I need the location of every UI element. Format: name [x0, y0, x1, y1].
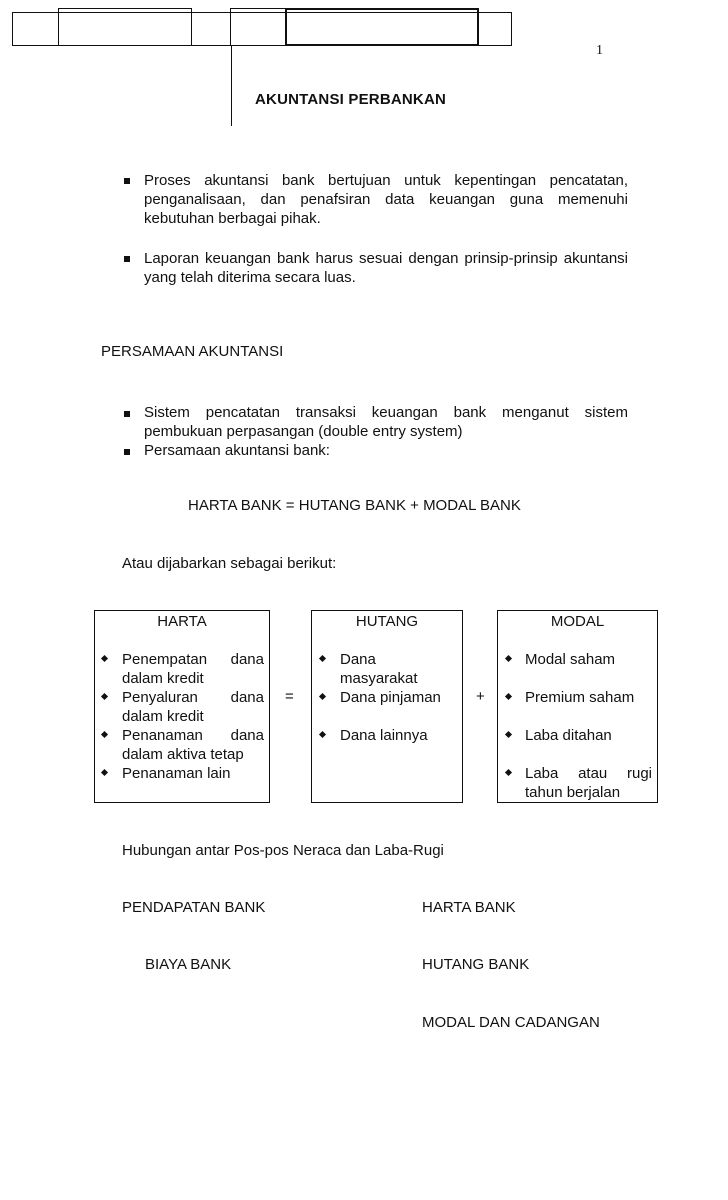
- hutang-item: Dana pinjaman: [340, 689, 441, 706]
- relation-heading: Hubungan antar Pos-pos Neraca dan Laba-Rugi: [122, 842, 444, 859]
- hutang-item: Dana lainnya: [340, 727, 428, 744]
- page-number: 1: [596, 43, 603, 58]
- list-item: Sistem pencatatan transaksi keuangan bank menganut sistem pembukuan perpasangan (double entry system): [144, 404, 628, 440]
- modal-header: MODAL: [550, 613, 605, 630]
- header-box-middle: [230, 8, 286, 46]
- harta-item: Penanaman dana: [122, 727, 264, 744]
- hutang-item-cont: masyarakat: [340, 670, 418, 687]
- modal-item: Laba ditahan: [525, 727, 612, 744]
- modal-item-cont: tahun berjalan: [525, 784, 621, 801]
- harta-item-cont: dalam kredit: [122, 670, 204, 687]
- plus-sign: +: [476, 688, 485, 705]
- square-bullet-icon: [124, 411, 130, 417]
- harta-item: Penanaman lain: [122, 765, 231, 782]
- header-divider-line: [231, 46, 232, 126]
- header-box-left: [58, 8, 192, 46]
- hutang-item: Dana: [340, 651, 376, 668]
- equals-sign: =: [285, 688, 294, 705]
- relation-right-item: MODAL DAN CADANGAN: [422, 1014, 600, 1031]
- list-item: Proses akuntansi bank bertujuan untuk kepentingan pencatatan, penganalisaan, dan penafsiran data keuangan guna memenuhi kebutuhan berbagai pihak.: [144, 172, 628, 227]
- relation-left-item: BIAYA BANK: [145, 956, 232, 973]
- relation-right-item: HARTA BANK: [422, 899, 516, 916]
- modal-item: Premium saham: [525, 689, 635, 706]
- list-item: Persamaan akuntansi bank:: [144, 442, 330, 459]
- harta-item-cont: dalam kredit: [122, 708, 204, 725]
- relation-left-item: PENDAPATAN BANK: [122, 899, 266, 916]
- modal-item: Modal saham: [525, 651, 616, 668]
- list-item: Laporan keuangan bank harus sesuai dengan prinsip-prinsip akuntansi yang telah diterima secara luas.: [144, 250, 628, 286]
- harta-item-cont: dalam aktiva tetap: [122, 746, 244, 763]
- hutang-header: HUTANG: [355, 613, 419, 630]
- breakdown-intro: Atau dijabarkan sebagai berikut:: [122, 555, 337, 572]
- page-title: AKUNTANSI PERBANKAN: [255, 91, 447, 108]
- modal-item: Laba atau rugi: [525, 765, 652, 782]
- harta-item: Penyaluran dana: [122, 689, 264, 706]
- relation-right-item: HUTANG BANK: [422, 956, 530, 973]
- section-heading: PERSAMAAN AKUNTANSI: [101, 343, 284, 360]
- accounting-equation: HARTA BANK = HUTANG BANK + MODAL BANK: [188, 497, 521, 514]
- header-box-right: [285, 8, 479, 46]
- harta-header: HARTA: [157, 613, 207, 630]
- square-bullet-icon: [124, 449, 130, 455]
- square-bullet-icon: [124, 178, 130, 184]
- square-bullet-icon: [124, 256, 130, 262]
- harta-item: Penempatan dana: [122, 651, 264, 668]
